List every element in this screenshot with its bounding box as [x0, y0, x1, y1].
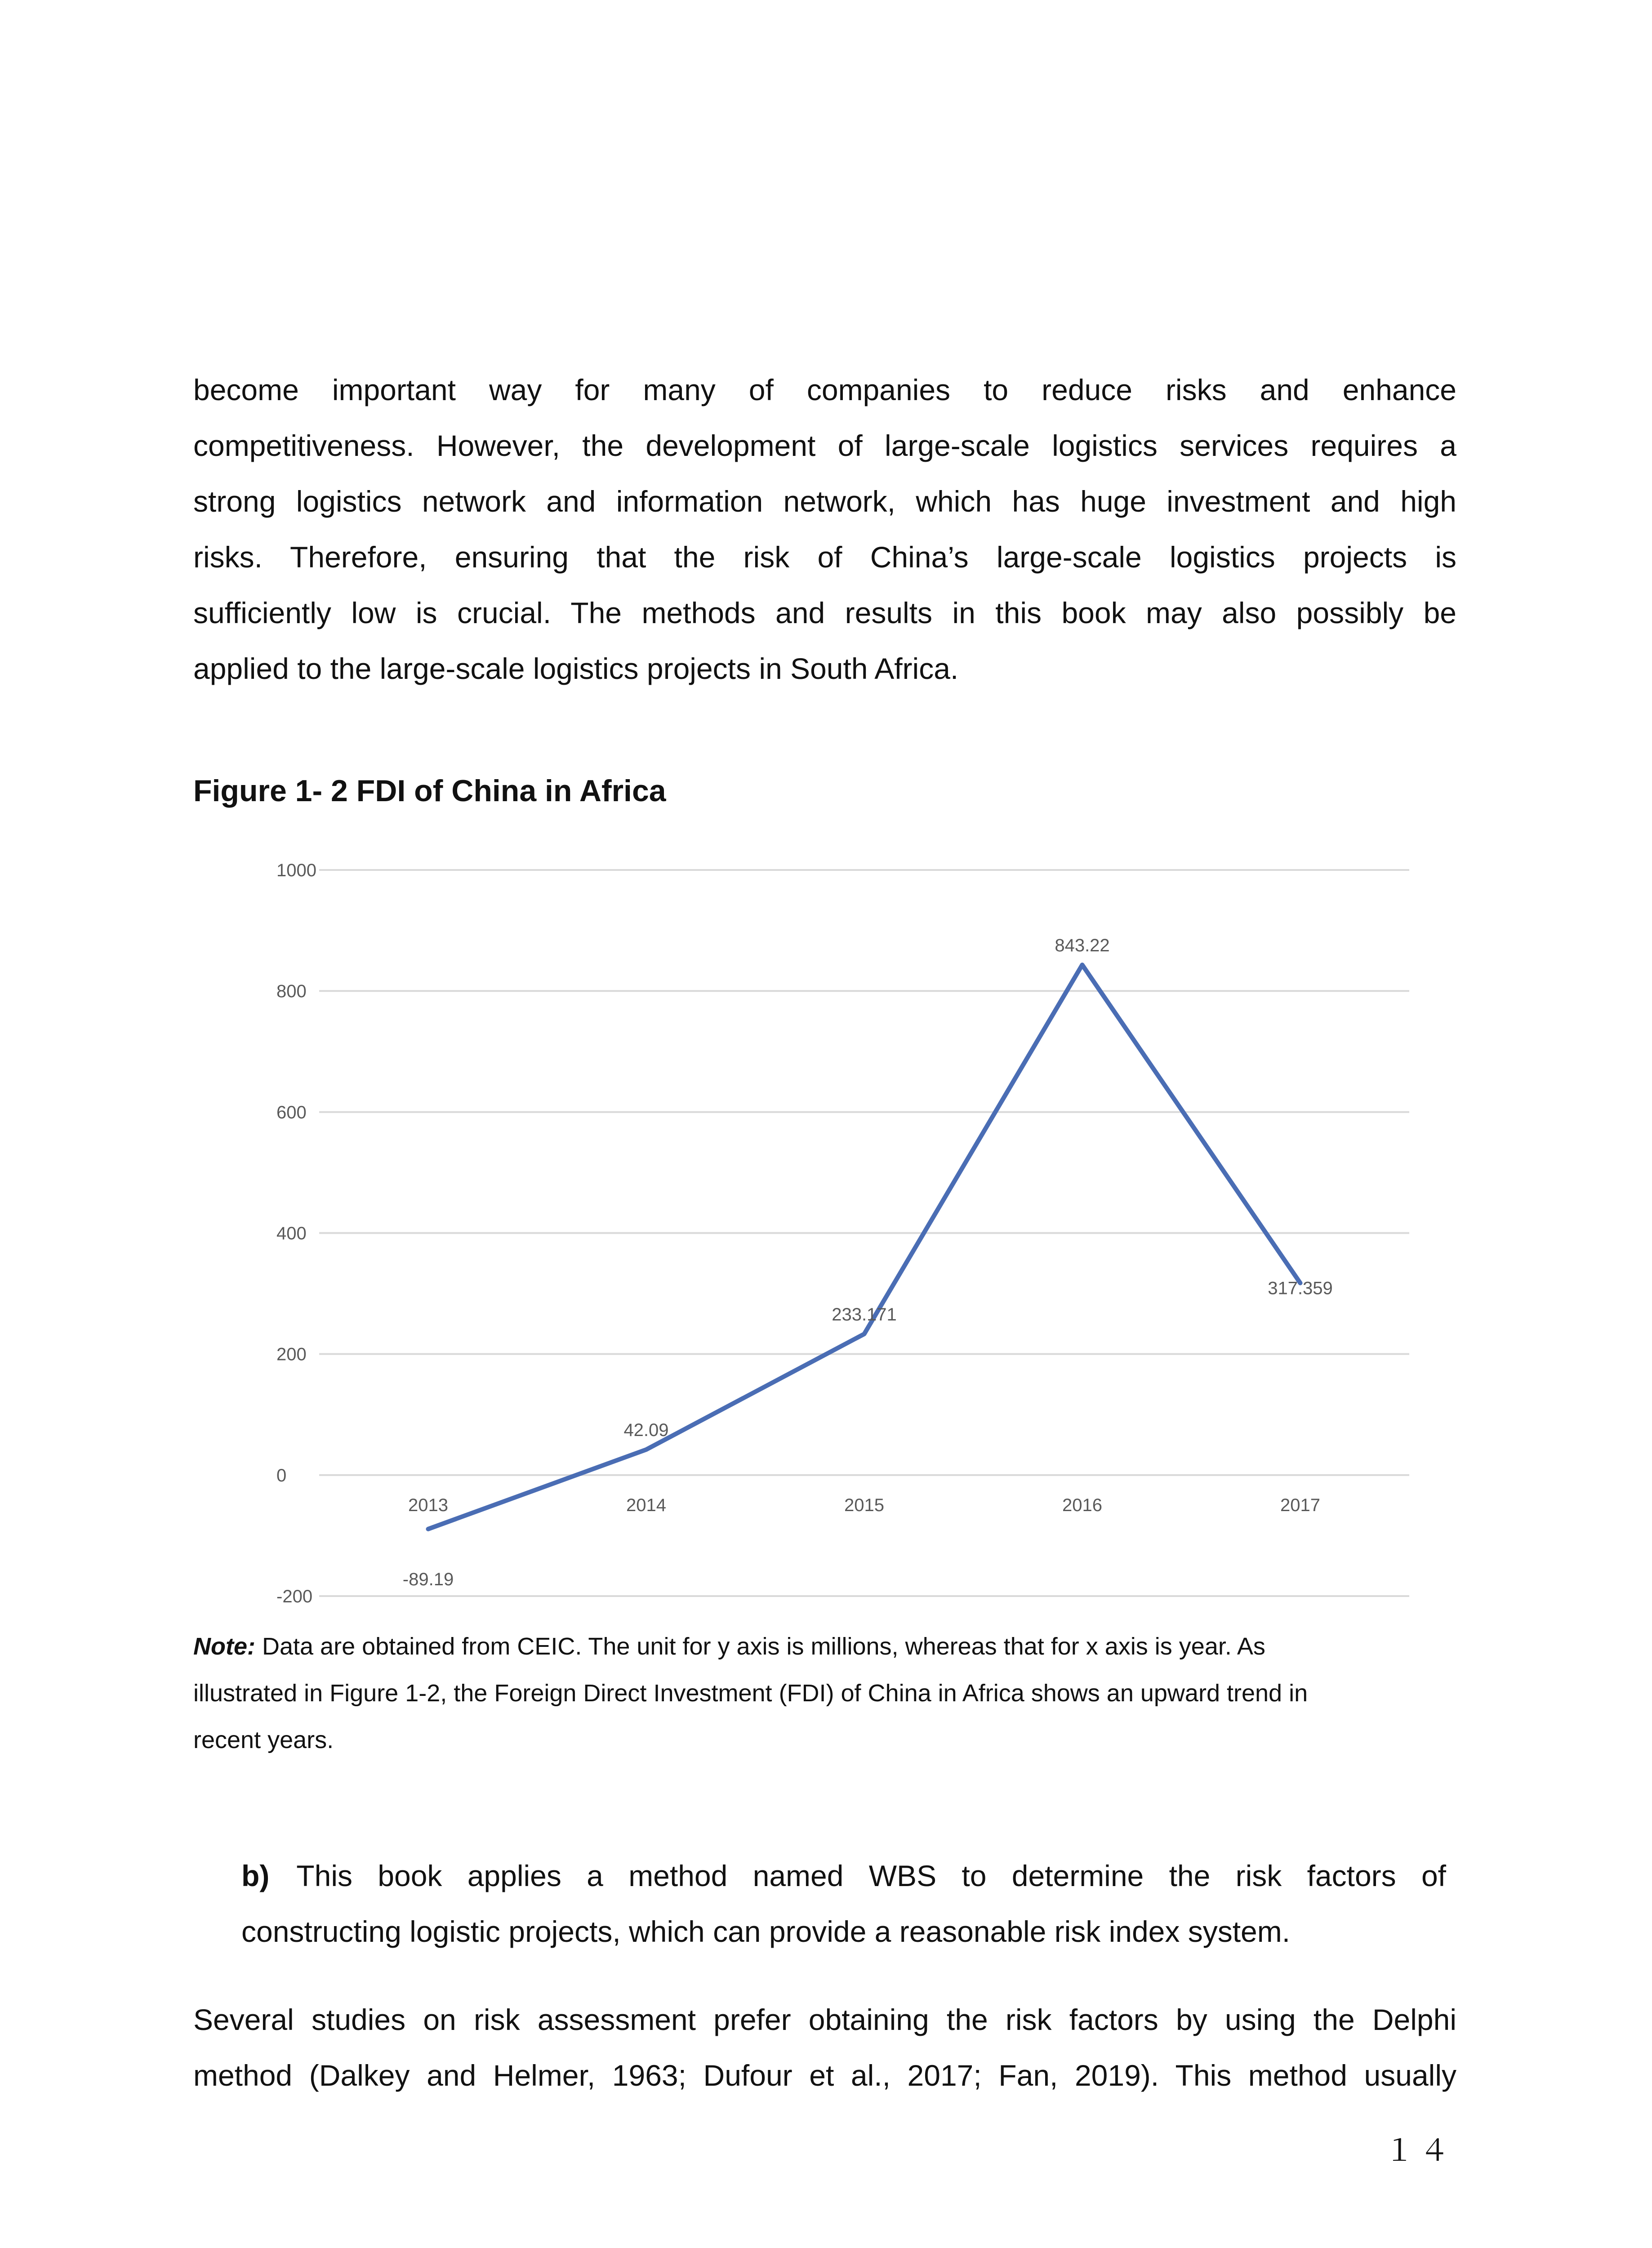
series-line: [428, 965, 1300, 1529]
figure-title: Figure 1- 2 FDI of China in Africa: [193, 774, 666, 808]
paragraph-line: become important way for many of companies to reduce risks and enhance: [193, 373, 1456, 406]
list-marker: b): [241, 1859, 270, 1892]
x-tick-label: 2014: [626, 1495, 666, 1515]
list-item-text: This book applies a method named WBS to determine the risk factors of: [296, 1859, 1446, 1892]
paragraph-line: risks. Therefore, ensuring that the risk of China’s large-scale logistics projects is: [193, 540, 1456, 574]
note-label: Note:: [193, 1633, 255, 1660]
data-label: 233.171: [832, 1305, 897, 1325]
note-text: Data are obtained from CEIC. The unit for y axis is millions, whereas that for x axis is year. As: [255, 1633, 1265, 1660]
x-tick-label: 2013: [408, 1495, 448, 1515]
x-tick-label: 2017: [1280, 1495, 1320, 1515]
note-text: illustrated in Figure 1-2, the Foreign Direct Investment (FDI) of China in Africa shows an upward trend in: [193, 1680, 1308, 1707]
y-tick-label: 200: [276, 1344, 307, 1365]
note-text: recent years.: [193, 1726, 334, 1753]
figure-note: [193, 1623, 1456, 1763]
data-label: 42.09: [623, 1420, 669, 1441]
data-label: 843.22: [1055, 935, 1110, 955]
x-tick-label: 2016: [1062, 1495, 1102, 1515]
y-tick-label: 800: [276, 981, 307, 1002]
y-tick-label: -200: [276, 1587, 313, 1606]
paragraph-bottom: [193, 1992, 1456, 2103]
list-item-b: [241, 1848, 1446, 1959]
fdi-line-chart: [252, 845, 1429, 1610]
data-label: -89.19: [402, 1569, 454, 1589]
y-tick-label: 1000: [276, 861, 316, 880]
y-tick-label: 400: [276, 1223, 307, 1244]
paragraph-line: competitiveness. However, the development of large-scale logistics services requires a: [193, 429, 1456, 462]
x-tick-label: 2015: [844, 1495, 884, 1515]
paragraph-line: strong logistics network and information network, which has huge investment and high: [193, 485, 1456, 518]
paragraph-line: method (Dalkey and Helmer, 1963; Dufour et al., 2017; Fan, 2019). This method usually: [193, 2059, 1456, 2092]
data-label: 317.359: [1268, 1278, 1333, 1298]
page-number: １４: [1385, 2134, 1455, 2167]
y-tick-label: 600: [276, 1102, 307, 1123]
y-tick-label: 0: [276, 1465, 287, 1485]
paragraph-top: [193, 362, 1456, 696]
paragraph-line: applied to the large-scale logistics projects in South Africa.: [193, 652, 959, 685]
list-item-text: constructing logistic projects, which can provide a reasonable risk index system.: [241, 1915, 1291, 1948]
paragraph-line: sufficiently low is crucial. The methods and results in this book may also possibly be: [193, 596, 1456, 629]
paragraph-line: Several studies on risk assessment prefer obtaining the risk factors by using the Delphi: [193, 2003, 1456, 2036]
